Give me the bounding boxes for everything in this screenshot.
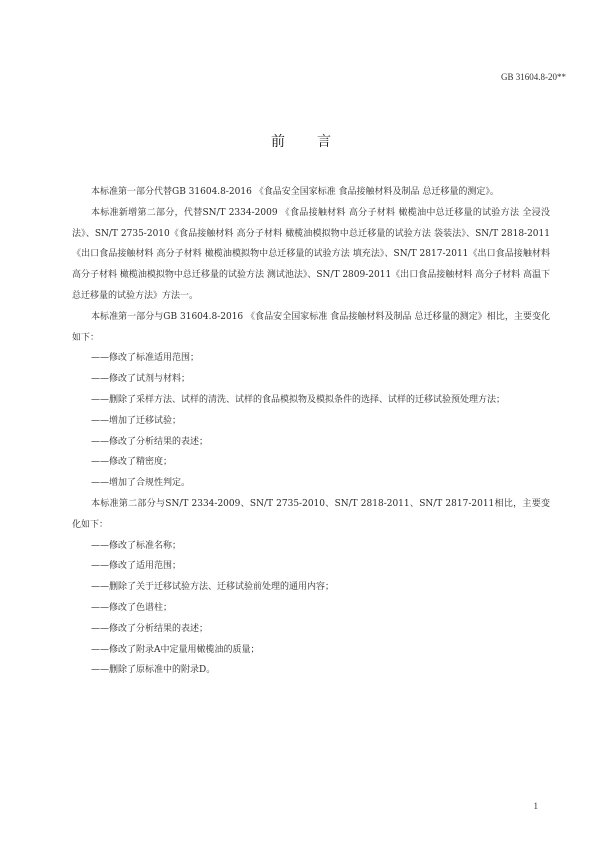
list-item: ——删除了采样方法、试样的清洗、试样的食品模拟物及模拟条件的选择、试样的迁移试验预处理方法；	[91, 394, 506, 405]
paragraph-part2-changes-intro: 本标准第二部分与SN/T 2334-2009、SN/T 2735-2010、SN/T 2818-2011、SN/T 2817-2011相比，主要变化如下：	[72, 498, 550, 530]
list-item: ——修改了试剂与材料；	[91, 374, 191, 385]
paragraph-new-part: 本标准新增第二部分，代替SN/T 2334-2009 《食品接触材料 高分子材料 橄榄油中总迁移量的试验方法 全浸没法》、SN/T 2735-2010《食品接触材料 高分子材料 橄榄油模拟物中总迁移量的试验方法 袋装法》、SN/T 2818-2011《出口食品接触材料 高分子材料 橄榄油模拟物中总迁移量的试验方法 填充法》、SN/T 2817-2011《出口食品接触材料 高分子材料 橄榄油模拟物中总迁移量的试验方法 测试池法》、SN/T 2809-2011《出口食品接触材料 高分子材料 高温下总迁移量的试验方法》方法一。	[72, 207, 550, 301]
list-item: ——删除了原标准中的附录D。	[91, 665, 216, 676]
list-item: ——增加了迁移试验；	[91, 415, 182, 426]
list-item: ——增加了合规性判定。	[91, 478, 191, 489]
list-item: ——修改了精密度；	[91, 457, 173, 468]
list-item: ——修改了标准适用范围；	[91, 353, 200, 364]
list-item: ——修改了分析结果的表述；	[91, 436, 209, 447]
paragraph-replacement: 本标准第一部分代替GB 31604.8-2016 《食品安全国家标准 食品接触材料及制品 总迁移量的测定》。	[91, 187, 499, 197]
standard-number: GB 31604.8-20**	[501, 72, 566, 82]
foreword-body	[72, 182, 550, 681]
paragraph-changes-intro: 本标准第一部分与GB 31604.8-2016 《食品安全国家标准 食品接触材料及制品 总迁移量的测定》相比，主要变化如下：	[72, 311, 550, 343]
list-item: ——修改了适用范围；	[91, 561, 182, 572]
page-number: 1	[533, 801, 538, 811]
list-item: ——修改了分析结果的表述；	[91, 623, 209, 634]
list-item: ——删除了关于迁移试验方法、迁移试验前处理的通用内容；	[91, 582, 335, 593]
page-title: 前言	[271, 134, 363, 150]
list-item: ——修改了色谱柱；	[91, 602, 173, 613]
list-item: ——修改了标准名称；	[91, 540, 182, 551]
list-item: ——修改了附录A中定量用橄榄油的质量；	[91, 644, 260, 655]
